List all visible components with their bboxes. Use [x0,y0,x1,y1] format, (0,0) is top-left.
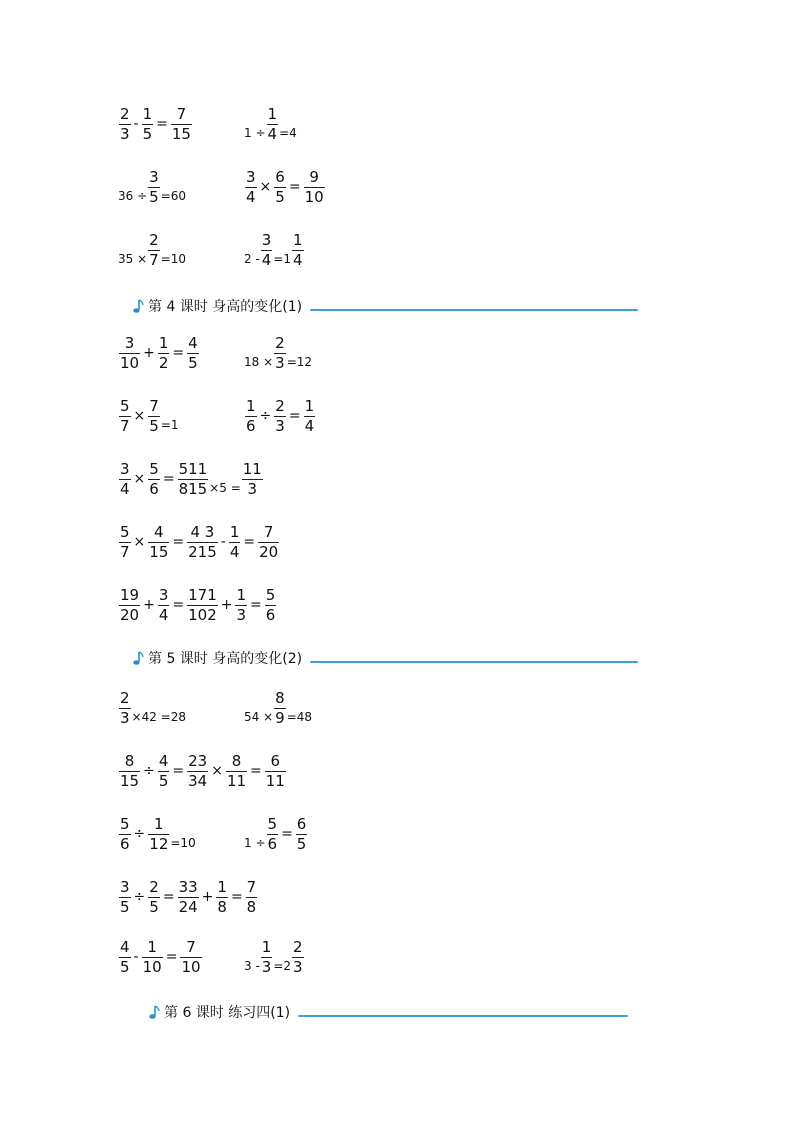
equation [244,688,312,728]
denominator: 10 [304,187,324,206]
denominator: 11 [265,771,285,790]
numerator: 2 [149,230,159,249]
music-note-icon [146,1004,162,1020]
equation [244,230,305,270]
operator: = [172,534,185,550]
lesson-header [130,648,638,668]
operator: ÷ [259,408,272,424]
equation [118,877,258,917]
fraction [245,397,257,436]
equation [244,937,305,977]
fraction [216,878,228,917]
denominator: 5 [188,353,198,372]
lesson-header [146,1002,628,1022]
denominator: 20 [259,542,279,561]
operator: - [133,949,139,965]
denominator: 5 [149,897,159,916]
numerator: 6 [270,751,281,770]
fraction [261,231,273,270]
equation [244,396,316,436]
fraction [245,168,257,207]
fraction [258,523,279,562]
fraction [119,752,140,791]
operator: × [133,408,146,424]
numerator: 5 [265,585,276,604]
numerator: 7 [246,877,257,896]
numerator: 3 [246,167,256,186]
fraction [187,334,199,373]
operator: = [156,116,168,132]
fraction [261,938,273,977]
numerator: 3 [158,585,169,604]
denominator: 6 [149,479,159,498]
inline-expression: =48 [286,710,313,724]
denominator: 5 [158,771,169,790]
numerator: 1 [158,333,169,352]
denominator: 3 [261,957,272,976]
denominator: 4 [158,605,169,624]
operator: - [220,534,226,550]
operator: ÷ [133,889,146,905]
numerator: 11 [242,459,262,478]
denominator: 3 [236,605,247,624]
equation [118,585,277,625]
operator: ÷ [143,763,155,779]
numerator: 3 [120,459,130,478]
header-rule [310,661,638,663]
operator: = [250,763,262,779]
denominator: 6 [265,605,276,624]
operator: × [211,763,223,779]
equation [244,814,308,854]
denominator: 24 [178,897,198,916]
inline-expression: 3 - [244,959,260,973]
header-rule [310,309,638,311]
fraction [119,878,131,917]
numerator: 7 [149,396,159,415]
inline-expression: =1 [273,252,292,266]
fraction [292,231,304,270]
fraction [180,938,201,977]
numerator: 1 [142,104,153,123]
inline-expression: ×5 = [209,481,241,495]
denominator: 8 [246,897,257,916]
operator: + [143,597,155,613]
operator: × [133,471,146,487]
equation [118,688,186,728]
denominator: 3 [247,479,258,498]
inline-expression: 35 × [118,252,148,266]
denominator: 20 [120,605,140,624]
fraction [187,752,208,791]
inline-expression: 18 × [244,355,274,369]
numerator: 1 [154,814,164,833]
operator: = [172,345,185,361]
operator: = [230,889,243,905]
denominator: 15 [171,124,191,143]
inline-expression: =2 [273,959,292,973]
fraction [119,523,131,562]
fraction [274,397,286,436]
fraction [148,815,169,854]
numerator: 1 [304,396,315,415]
denominator: 12 [149,834,169,853]
numerator: 5 [120,522,130,541]
denominator: 7 [149,250,159,269]
operator: × [259,179,272,195]
denominator: 15 [120,771,140,790]
denominator: 34 [188,771,208,790]
denominator: 10 [120,353,140,372]
inline-expression: 36 ÷ [118,189,148,203]
numerator: 1 [236,585,247,604]
numerator: 3 [261,230,272,249]
fraction [267,815,279,854]
numerator: 6 [275,167,285,186]
fraction [119,586,140,625]
denominator: 4 [246,187,256,206]
fraction [158,586,170,625]
numerator: 7 [186,937,196,956]
music-note-icon [130,650,146,666]
inline-expression: 2 - [244,252,260,266]
denominator: 11 [226,771,247,790]
denominator: 4 [120,479,130,498]
denominator: 5 [149,187,159,206]
numerator: 4 [154,522,164,541]
equation [118,751,287,791]
numerator: 9 [309,167,319,186]
fraction [148,523,169,562]
lesson-title: 第 5 课时 身高的变化(2) [148,651,303,667]
lesson-header [130,296,638,316]
denominator: 10 [181,957,201,976]
numerator: 2 [120,688,130,707]
fraction [304,397,316,436]
denominator: 7 [120,416,130,435]
denominator: 6 [267,834,278,853]
fraction [142,105,154,144]
denominator: 5 [120,897,130,916]
equation [244,333,312,373]
numerator: 2 [120,104,130,123]
inline-expression: =12 [286,355,313,369]
equation [118,167,186,207]
operator: - [133,116,139,132]
denominator: 2 [158,353,169,372]
operator: = [288,179,301,195]
fraction [274,334,286,373]
numerator: 23 [188,751,208,770]
fraction [158,752,170,791]
operator: = [243,534,256,550]
equation [118,814,196,854]
denominator: 5 [149,416,159,435]
denominator: 5 [120,957,130,976]
equation [118,937,203,977]
inline-expression: =10 [170,836,196,850]
equation [118,522,280,562]
fraction [148,168,160,207]
denominator: 8 [217,897,227,916]
numerator: 3 [124,333,135,352]
fraction [119,460,131,499]
denominator: 5 [142,124,153,143]
denominator: 815 [178,479,208,498]
equation [244,104,297,144]
operator: = [162,889,175,905]
operator: = [250,597,262,613]
numerator: 1 [267,104,278,123]
numerator: 5 [120,814,130,833]
numerator: 1 [229,522,240,541]
denominator: 6 [120,834,130,853]
fraction [274,168,286,207]
fraction [171,105,192,144]
numerator: 7 [263,522,274,541]
operator: = [288,408,301,424]
denominator: 3 [275,353,285,372]
numerator: 1 [147,937,157,956]
numerator: 8 [124,751,135,770]
fraction [158,334,170,373]
numerator: 4 [188,333,198,352]
operator: = [172,597,185,613]
numerator: 1 [246,396,256,415]
fraction [265,586,277,625]
numerator: 171 [188,585,217,604]
numerator: 3 [120,877,130,896]
equation [118,104,193,144]
denominator: 10 [142,957,162,976]
operator: + [220,597,233,613]
denominator: 3 [293,957,303,976]
numerator: 4 [120,937,130,956]
fraction [119,334,140,373]
fraction [296,815,308,854]
fraction [148,878,160,917]
denominator: 5 [275,187,285,206]
lesson-title: 第 4 课时 身高的变化(1) [148,299,303,315]
operator: = [165,949,178,965]
fraction [119,105,131,144]
denominator: 3 [275,416,285,435]
numerator: 33 [178,877,198,896]
fraction [148,397,160,436]
fraction [242,460,263,499]
operator: ÷ [133,826,146,842]
numerator: 8 [231,751,242,770]
fraction [119,689,131,728]
numerator: 511 [178,459,208,478]
numerator: 7 [176,104,187,123]
numerator: 2 [293,937,303,956]
fraction [267,105,279,144]
fraction [119,815,131,854]
inline-expression: 54 × [244,710,274,724]
numerator: 3 [149,167,159,186]
numerator: 5 [149,459,159,478]
music-note-icon [130,298,146,314]
fraction [274,689,286,728]
fraction [119,938,131,977]
operator: × [133,534,146,550]
equation [118,396,179,436]
numerator: 1 [217,877,227,896]
numerator: 1 [261,937,272,956]
fraction [178,878,199,917]
inline-expression: =1 [160,418,179,432]
fraction [229,523,241,562]
numerator: 19 [120,585,140,604]
denominator: 102 [188,605,217,624]
fraction [292,938,304,977]
numerator: 5 [120,396,130,415]
equation [118,230,186,270]
operator: = [162,471,175,487]
numerator: 6 [296,814,307,833]
fraction [187,586,218,625]
fraction [265,752,286,791]
denominator: 15 [149,542,169,561]
denominator: 4 [304,416,315,435]
inline-expression: 1 ÷ [244,126,266,140]
header-rule [298,1015,628,1017]
inline-expression: =4 [279,126,297,140]
denominator: 9 [275,708,285,727]
fraction [178,460,209,499]
fraction [119,397,131,436]
denominator: 6 [246,416,256,435]
numerator: 2 [149,877,159,896]
numerator: 4 [158,751,169,770]
numerator: 4 3 [190,522,215,541]
numerator: 5 [267,814,278,833]
equation [118,459,264,499]
denominator: 3 [120,124,130,143]
denominator: 7 [120,542,130,561]
inline-expression: 1 ÷ [244,836,266,850]
numerator: 2 [275,333,285,352]
inline-expression: =10 [160,252,187,266]
numerator: 8 [275,688,285,707]
fraction [187,523,218,562]
inline-expression: =60 [160,189,187,203]
operator: = [172,763,185,779]
fraction [148,231,160,270]
fraction [226,752,247,791]
fraction [142,938,163,977]
fraction [235,586,247,625]
operator: = [281,826,293,842]
equation [244,167,326,207]
operator: + [143,345,155,361]
lesson-title: 第 6 课时 练习四(1) [164,1005,291,1021]
denominator: 4 [267,124,278,143]
denominator: 4 [293,250,303,269]
fraction [148,460,160,499]
equation [118,333,200,373]
numerator: 2 [275,396,285,415]
denominator: 4 [229,542,240,561]
fraction [246,878,258,917]
inline-expression: ×42 =28 [131,710,187,724]
denominator: 215 [188,542,217,561]
fraction [304,168,325,207]
denominator: 4 [261,250,272,269]
denominator: 5 [296,834,307,853]
denominator: 3 [120,708,130,727]
operator: + [201,889,214,905]
numerator: 1 [293,230,303,249]
